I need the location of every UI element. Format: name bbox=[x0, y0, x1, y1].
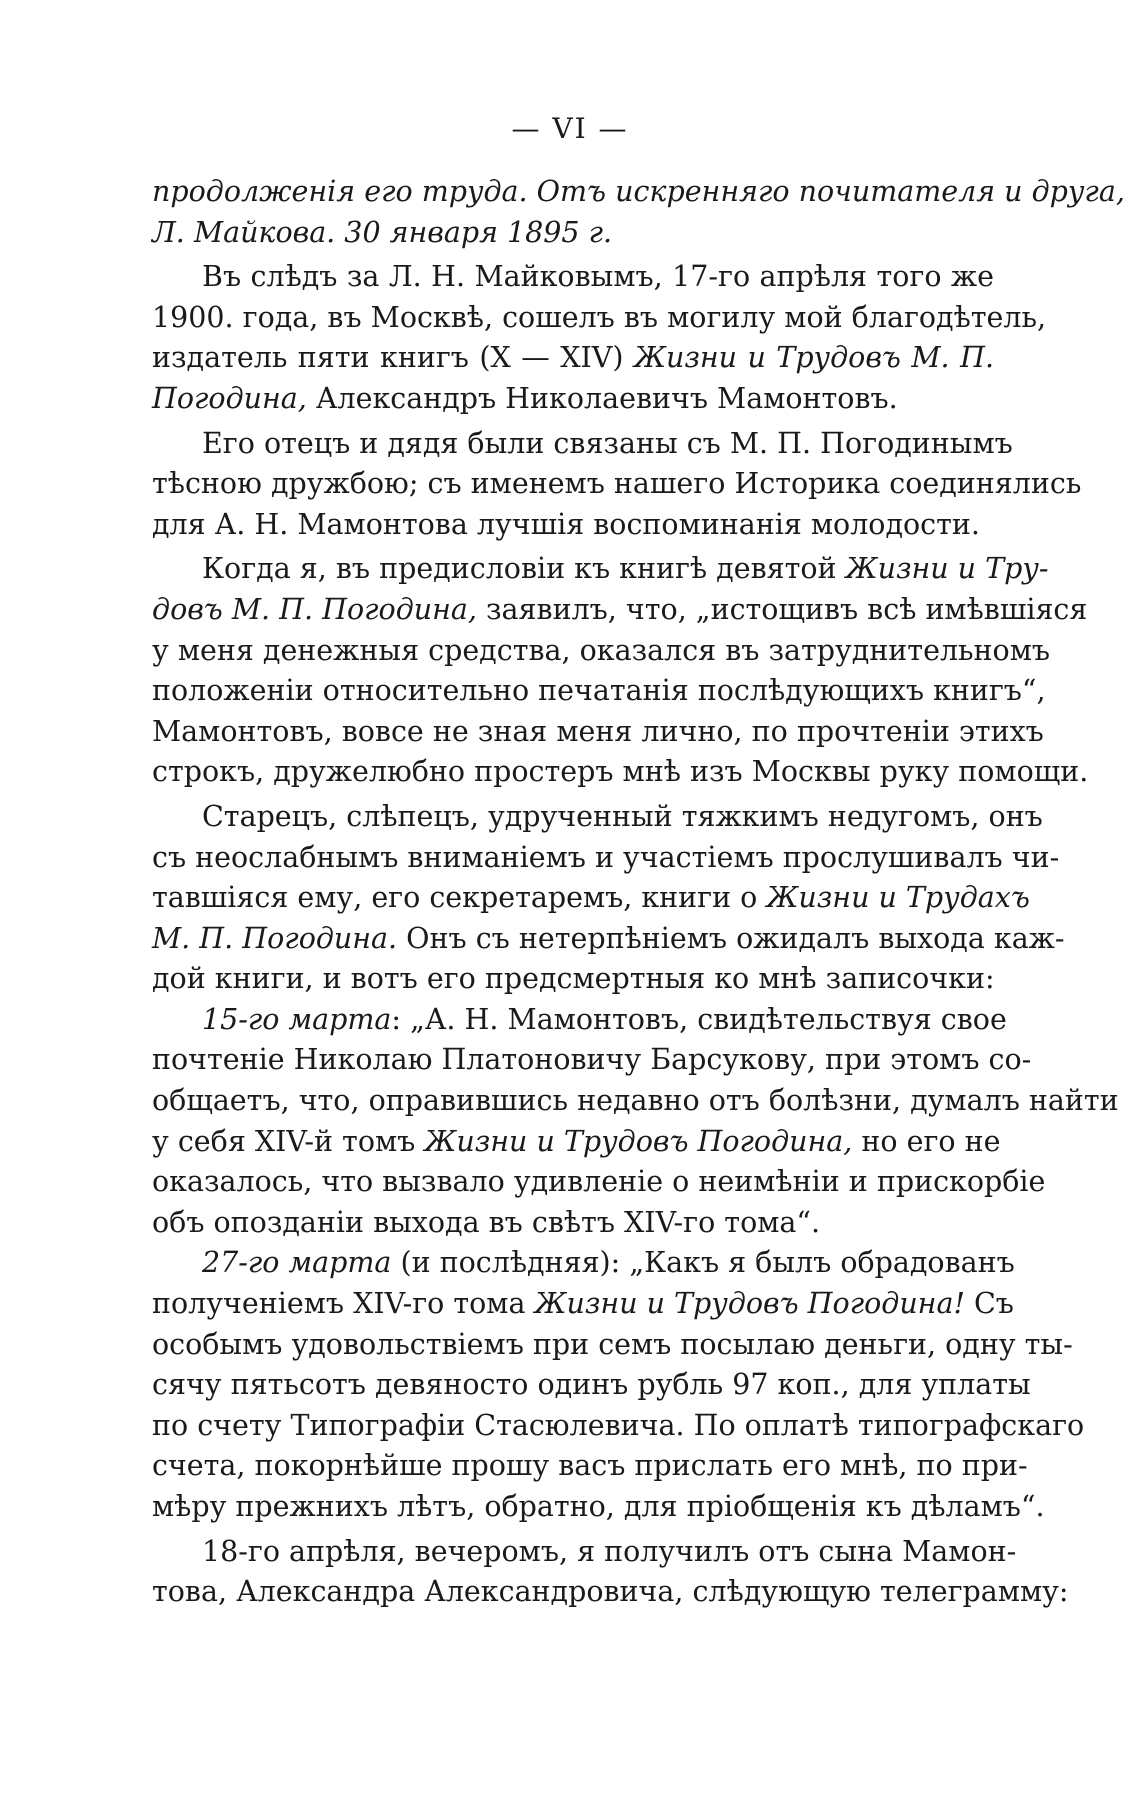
text-segment: полученіемъ XIV-го тома bbox=[152, 1287, 535, 1321]
text-segment: дой книги, и вотъ его предсмертныя ко мнѣ записочки: bbox=[152, 962, 995, 996]
text-segment: Съ bbox=[964, 1287, 1014, 1321]
text-segment: тавшіяся ему, его секретаремъ, книги о bbox=[152, 881, 767, 915]
italic-segment: Погодина, bbox=[152, 381, 307, 415]
page-number: — VI — bbox=[511, 112, 629, 145]
text-line bbox=[152, 590, 1088, 631]
text-segment: издатель пяти книгъ (X — XIV) bbox=[152, 341, 634, 375]
text-segment: мѣру прежнихъ лѣтъ, обратно, для пріобщенія къ дѣламъ“. bbox=[152, 1490, 1045, 1523]
text-segment: объ опозданіи выхода въ свѣтъ XIV-го тома“. bbox=[152, 1205, 821, 1239]
text-segment: съ неослабнымъ вниманіемъ и участіемъ прослушивалъ чи- bbox=[152, 840, 1060, 874]
italic-segment: Жизни и Трудовъ М. П. bbox=[633, 341, 995, 375]
text-line bbox=[152, 1532, 1017, 1573]
text-segment: това, Александра Александровича, слѣдующую телеграмму: bbox=[152, 1575, 1069, 1609]
text-line bbox=[152, 505, 994, 546]
text-line bbox=[152, 1243, 1015, 1284]
text-segment: 18-го апрѣля, вечеромъ, я получилъ отъ сына Мамон- bbox=[202, 1534, 1017, 1568]
italic-segment: продолженія его труда. Отъ искренняго почитателя и друга, bbox=[152, 175, 1125, 208]
text-segment: особымъ удовольствіемъ при семъ посылаю деньги, одну ты- bbox=[152, 1327, 1073, 1361]
text-line bbox=[152, 838, 1060, 879]
text-segment: Его отецъ и дядя были связаны съ М. П. Погодинымъ bbox=[202, 426, 1013, 460]
text-line bbox=[152, 671, 1046, 712]
text-line bbox=[152, 379, 994, 420]
text-segment: Мамонтовъ, вовсе не зная меня лично, по прочтеніи этихъ bbox=[152, 714, 1044, 748]
text-line bbox=[152, 1406, 1085, 1447]
italic-segment: 27-го марта bbox=[202, 1246, 392, 1280]
text-line bbox=[152, 424, 1013, 465]
text-line bbox=[152, 1122, 1001, 1163]
text-line bbox=[152, 172, 1125, 213]
text-segment: для А. Н. Мамонтова лучшія воспоминанія молодости. bbox=[152, 507, 980, 541]
text-line bbox=[152, 919, 1065, 960]
italic-segment: Жизни и Трудовъ Погодина, bbox=[424, 1124, 853, 1158]
text-segment: : „А. Н. Мамонтовъ, свидѣтельствуя свое bbox=[391, 1002, 1007, 1036]
text-segment: Александръ Николаевичъ Мамонтовъ. bbox=[306, 381, 898, 415]
text-segment: оказалось, что вызвало удивленіе о неимѣніи и прискорбіе bbox=[152, 1165, 1046, 1199]
text-line bbox=[152, 712, 1044, 753]
text-segment: Въ слѣдъ за Л. Н. Майковымъ, 17-го апрѣля того же bbox=[202, 260, 994, 294]
text-line bbox=[152, 1040, 1032, 1081]
text-segment: заявилъ, что, „истощивъ всѣ имѣвшіяся bbox=[476, 592, 1088, 626]
italic-segment: Жизни и Трудовъ Погодина! bbox=[534, 1287, 965, 1321]
text-line bbox=[152, 1572, 1069, 1613]
italic-segment: М. П. Погодина. bbox=[152, 921, 398, 955]
text-line bbox=[152, 464, 1082, 505]
text-segment: 1900. года, въ Москвѣ, сошелъ въ могилу мой благодѣтель, bbox=[152, 300, 1047, 334]
text-segment: почтеніе Николаю Платоновичу Барсукову, при этомъ со- bbox=[152, 1043, 1032, 1077]
text-line bbox=[152, 298, 1047, 339]
text-line bbox=[152, 631, 1051, 672]
text-line bbox=[152, 1081, 1119, 1122]
text-segment: Онъ съ нетерпѣніемъ ожидалъ выхода каж- bbox=[397, 921, 1065, 955]
text-line bbox=[152, 1365, 1031, 1406]
text-segment: у меня денежныя средства, оказался въ затруднительномъ bbox=[152, 633, 1051, 667]
text-line bbox=[152, 257, 994, 298]
text-line bbox=[152, 1203, 994, 1244]
text-line bbox=[152, 338, 994, 379]
text-segment: положеніи относительно печатанія послѣдующихъ книгъ“, bbox=[152, 674, 1046, 708]
text-line bbox=[152, 1487, 1045, 1528]
text-line bbox=[152, 213, 994, 254]
text-segment: у себя XIV-й томъ bbox=[152, 1124, 425, 1158]
text-segment: строкъ, дружелюбно простеръ мнѣ изъ Москвы руку помощи. bbox=[152, 755, 1089, 789]
text-segment: тѣсною дружбою; съ именемъ нашего Историка соединялись bbox=[152, 467, 1082, 501]
text-line bbox=[152, 1000, 1007, 1041]
italic-segment: 15-го марта bbox=[202, 1002, 392, 1036]
text-line bbox=[152, 878, 1030, 919]
text-line bbox=[152, 549, 1049, 590]
text-segment: общаетъ, что, оправившись недавно отъ болѣзни, думалъ найти bbox=[152, 1084, 1119, 1118]
text-line bbox=[152, 1284, 1014, 1325]
text-line bbox=[152, 959, 994, 1000]
text-line bbox=[152, 1325, 1073, 1366]
text-segment: счета, покорнѣйше прошу васъ прислать его мнѣ, по при- bbox=[152, 1449, 1028, 1483]
italic-segment: Жизни и Трудахъ bbox=[766, 881, 1030, 915]
italic-segment: Жизни и Тру- bbox=[845, 552, 1049, 586]
italic-segment: Л. Майкова. 30 января 1895 г. bbox=[152, 215, 613, 249]
text-line bbox=[152, 1162, 1046, 1203]
text-segment: сячу пятьсотъ девяносто одинъ рубль 97 коп., для уплаты bbox=[152, 1368, 1031, 1402]
text-segment: но его не bbox=[852, 1124, 1001, 1158]
text-segment: (и послѣдняя): „Какъ я былъ обрадованъ bbox=[391, 1246, 1015, 1280]
body-text bbox=[152, 172, 1125, 1613]
text-line bbox=[152, 1446, 1028, 1487]
text-segment: Когда я, въ предисловіи къ книгѣ девятой bbox=[202, 552, 846, 586]
italic-segment: довъ М. П. Погодина, bbox=[152, 592, 477, 626]
text-line bbox=[152, 797, 1043, 838]
text-segment: по счету Типографіи Стасюлевича. По оплатѣ типографскаго bbox=[152, 1408, 1085, 1442]
text-line bbox=[152, 752, 1089, 793]
text-segment: Старецъ, слѣпецъ, удрученный тяжкимъ недугомъ, онъ bbox=[202, 799, 1043, 833]
